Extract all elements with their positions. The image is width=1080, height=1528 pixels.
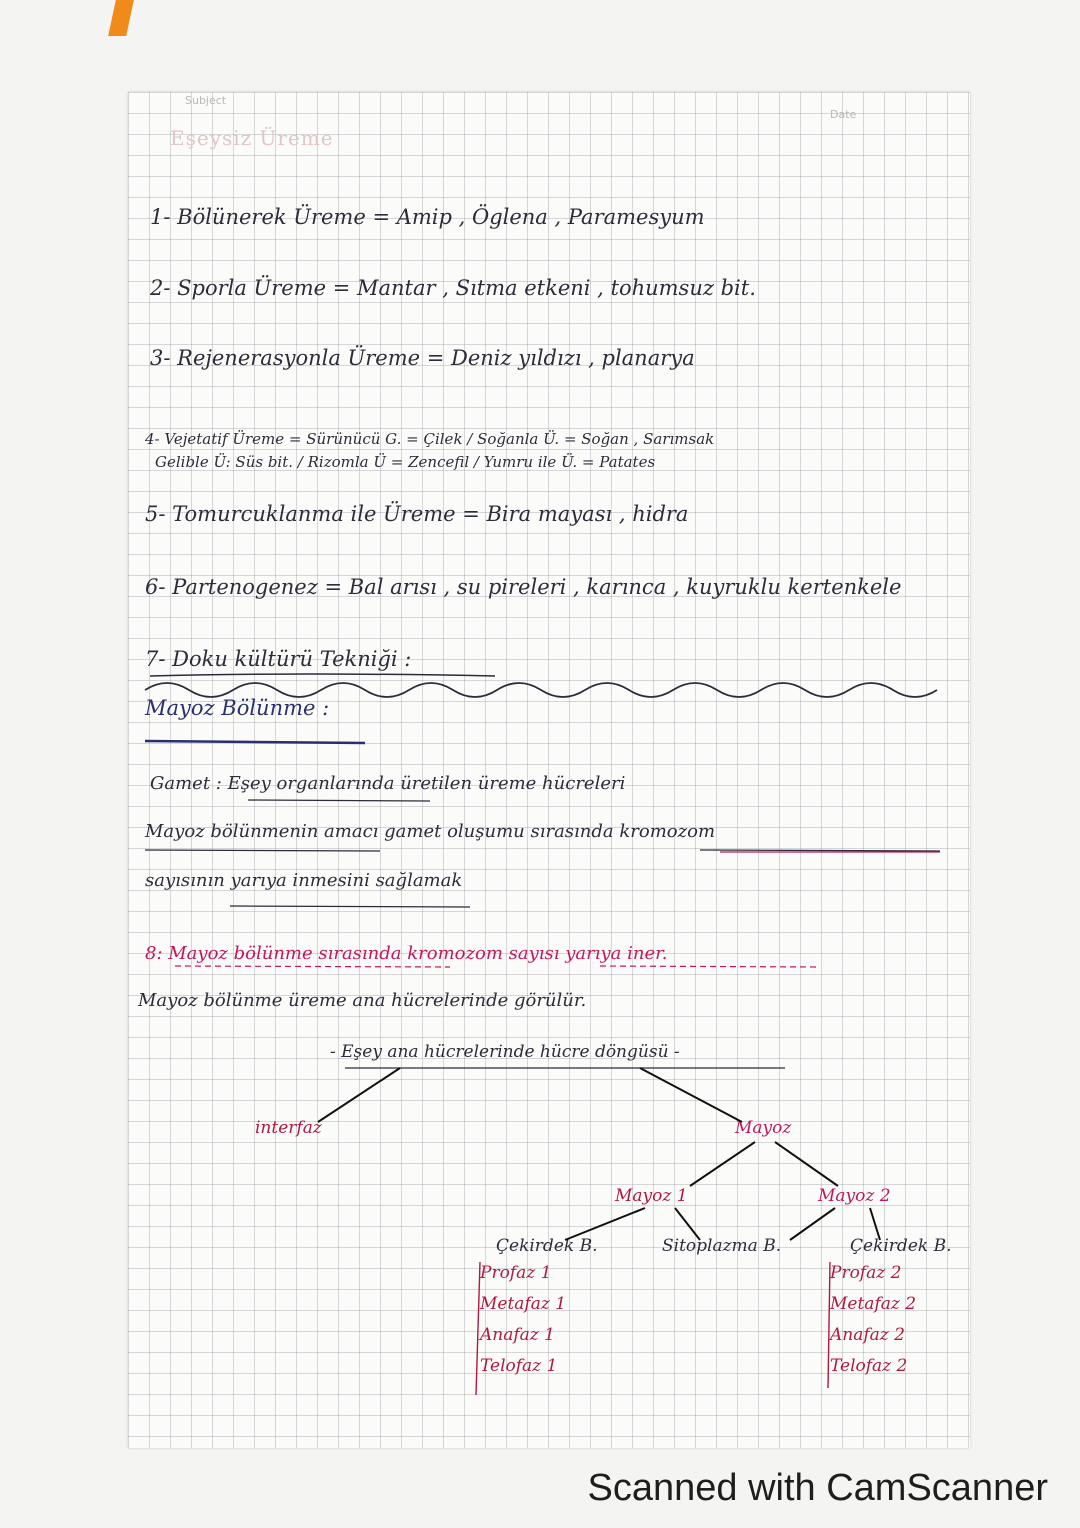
section-title: Mayoz Bölünme : [145,696,330,720]
line-4: 4- Vejetatif Üreme = Sürünücü G. = Çilek / Soğanla Ü. = Soğan , Sarımsak [145,430,715,448]
faded-title: Eşeysiz Üreme [170,126,334,150]
underline-doku-kulturu [150,674,495,676]
diagram-cekirdek-1: Çekirdek B. [496,1236,598,1256]
diagram-root: - Eşey ana hücrelerinde hücre döngüsü - [330,1042,680,1062]
diagram-mayoz: Mayoz [735,1118,792,1138]
phase-1-item: Anafaz 1 [480,1325,555,1345]
diagram-mayoz-2: Mayoz 2 [818,1186,891,1206]
diagram-mayoz-1: Mayoz 1 [615,1186,688,1206]
phase-1-item: Telofaz 1 [480,1356,558,1376]
diagram-sitoplazma: Sitoplazma B. [662,1236,782,1256]
underline-note-pink [175,966,820,967]
phase-2-item: Telofaz 2 [830,1356,908,1376]
line-1: 1- Bölünerek Üreme = Amip , Öglena , Paramesyum [150,205,705,229]
line-2: 2- Sporla Üreme = Mantar , Sıtma etkeni , tohumsuz bit. [150,276,756,300]
subject-label: Subject [185,94,227,107]
date-label: Date [830,108,857,121]
line-3: 3- Rejenerasyonla Üreme = Deniz yıldızı , planarya [150,346,695,370]
underline-paragraph [145,800,940,907]
scanner-footer: Scanned with CamScanner [587,1467,1048,1509]
paragraph-line-1: Gamet : Eşey organlarında üretilen üreme hücreleri [150,773,626,794]
line-6: 6- Partenogenez = Bal arısı , su pireleri , karınca , kuyruklu kertenkele [145,575,902,599]
diagram-cekirdek-2: Çekirdek B. [850,1236,952,1256]
phase-bracket-1 [476,1262,480,1395]
phase-2-item: Anafaz 2 [830,1325,905,1345]
phase-1-item: Metafaz 1 [480,1294,567,1314]
phase-2-item: Profaz 2 [830,1263,902,1283]
paragraph-line-3: sayısının yarıya inmesini sağlamak [145,870,463,891]
phase-1-item: Profaz 1 [480,1263,552,1283]
paragraph-line-2: Mayoz bölünmenin amacı gamet oluşumu sırasında kromozom [145,821,716,842]
underline-section-title [145,741,365,743]
line-5: 5- Tomurcuklanma ile Üreme = Bira mayası , hidra [145,502,689,526]
line-4b: Gelible Ü: Süs bit. / Rizomla Ü = Zencefil / Yumru ile Ü. = Patates [155,453,656,471]
phase-2-item: Metafaz 2 [830,1294,917,1314]
phase-bracket-2 [828,1262,830,1388]
tree-branches [318,1068,880,1240]
wavy-separator [145,683,937,697]
note-pink: 8: Mayoz bölünme sırasında kromozom sayısı yarıya iner. [145,943,668,964]
diagram-interfaz: interfaz [255,1118,322,1138]
line-7: 7- Doku kültürü Tekniği : [145,647,412,671]
note-line: Mayoz bölünme üreme ana hücrelerinde görülür. [138,990,587,1011]
